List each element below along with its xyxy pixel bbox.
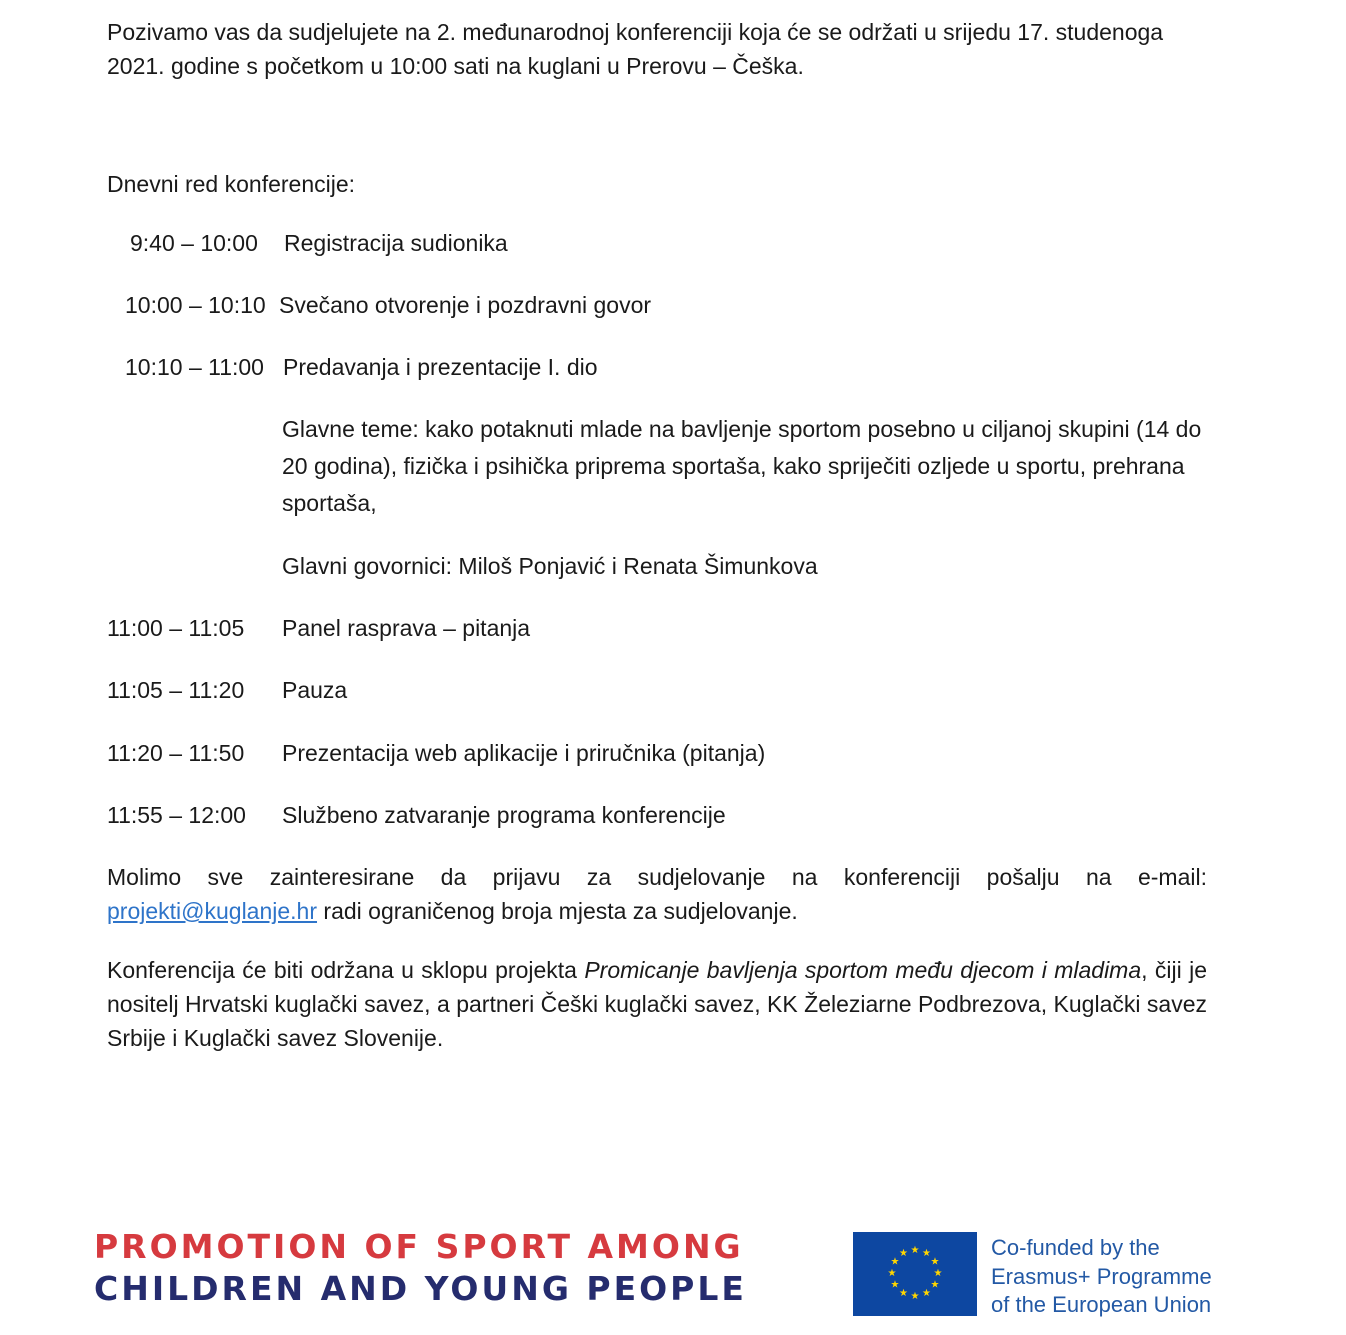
svg-text:★: ★ (933, 1268, 943, 1279)
eu-cofunding-text (991, 1234, 1212, 1320)
agenda-label: Prezentacija web aplikacije i priručnika (pitanja) (282, 740, 766, 766)
agenda-time: 11:00 – 11:05 (107, 615, 245, 641)
svg-text:★: ★ (910, 1245, 920, 1256)
agenda-time: 10:10 – 11:00 (125, 354, 264, 380)
svg-text:★: ★ (922, 1248, 931, 1259)
project-logo-title (94, 1226, 794, 1310)
intro-line-2: 2021. godine s početkom u 10:00 sati na kuglani u Prerovu – Češka. (107, 53, 804, 79)
agenda-time: 10:00 – 10:10 (125, 292, 266, 318)
svg-text:★: ★ (910, 1291, 920, 1302)
eu-line-3: of the European Union (991, 1292, 1212, 1317)
eu-line-2: Erasmus+ Programme (991, 1263, 1212, 1289)
agenda-speakers: Glavni govornici: Miloš Ponjavić i Renata Šimunkova (282, 553, 818, 579)
svg-text:★: ★ (890, 1256, 900, 1268)
agenda-topics: Glavne teme: kako potaknuti mlade na bavljenje sportom posebno u ciljanoj skupini (14 do 20 godina), fizička i psihička priprema sportaša, kako spriječiti ozljede u sportu, prehrana sportaša, (282, 416, 1202, 516)
eu-stars-icon (853, 1232, 977, 1316)
agenda-time: 11:55 – 12:00 (107, 802, 246, 828)
agenda-label: Pauza (282, 677, 348, 703)
project-name: Promicanje bavljenja sportom među djecom i mladima (584, 957, 1142, 983)
agenda-time: 11:20 – 11:50 (107, 740, 245, 766)
agenda-label: Svečano otvorenje i pozdravni govor (279, 292, 652, 318)
svg-text:★: ★ (922, 1288, 931, 1299)
project-text-before: Konferencija će biti održana u sklopu projekta (107, 957, 585, 983)
agenda-label: Panel rasprava – pitanja (282, 615, 531, 641)
agenda-time: 11:05 – 11:20 (107, 677, 245, 703)
svg-text:★: ★ (930, 1279, 940, 1291)
agenda-time: 9:40 – 10:00 (130, 230, 258, 256)
registration-text: Molimo sve zainteresirane da prijavu za sudjelovanje na konferenciji pošalju na e-mail: (107, 864, 1207, 890)
eu-line-1: Co-funded by the (991, 1235, 1160, 1260)
project-logo-line-2: CHILDREN AND YOUNG PEOPLE (94, 1269, 747, 1308)
project-logo-line-1: PROMOTION OF SPORT AMONG (94, 1227, 744, 1266)
svg-text:★: ★ (890, 1279, 900, 1291)
eu-flag-icon (853, 1232, 977, 1316)
svg-text:★: ★ (899, 1248, 908, 1259)
agenda-label: Predavanja i prezentacije I. dio (283, 354, 598, 380)
project-paragraph (107, 953, 1207, 1055)
email-link[interactable]: projekti@kuglanje.hr (107, 898, 318, 924)
svg-text:★: ★ (899, 1288, 908, 1299)
intro-line-1: Pozivamo vas da sudjelujete na 2. međunarodnoj konferenciji koja će se održati u srijedu 17. studenoga (107, 19, 1164, 45)
agenda-label: Registracija sudionika (284, 230, 508, 256)
registration-paragraph (107, 860, 1207, 928)
svg-text:★: ★ (887, 1268, 897, 1279)
svg-text:★: ★ (930, 1256, 940, 1268)
registration-text-after: radi ograničenog broja mjesta za sudjelovanje. (317, 898, 798, 924)
agenda-label: Službeno zatvaranje programa konferencije (282, 802, 726, 828)
project-text-after: , čiji je nositelj Hrvatski kuglački savez, a partneri Češki kuglački savez, KK Železiarne Podbrezova, Kuglački savez Srbije i Kuglački savez Slovenije. (107, 957, 1207, 1051)
agenda-heading: Dnevni red konferencije: (107, 171, 356, 197)
